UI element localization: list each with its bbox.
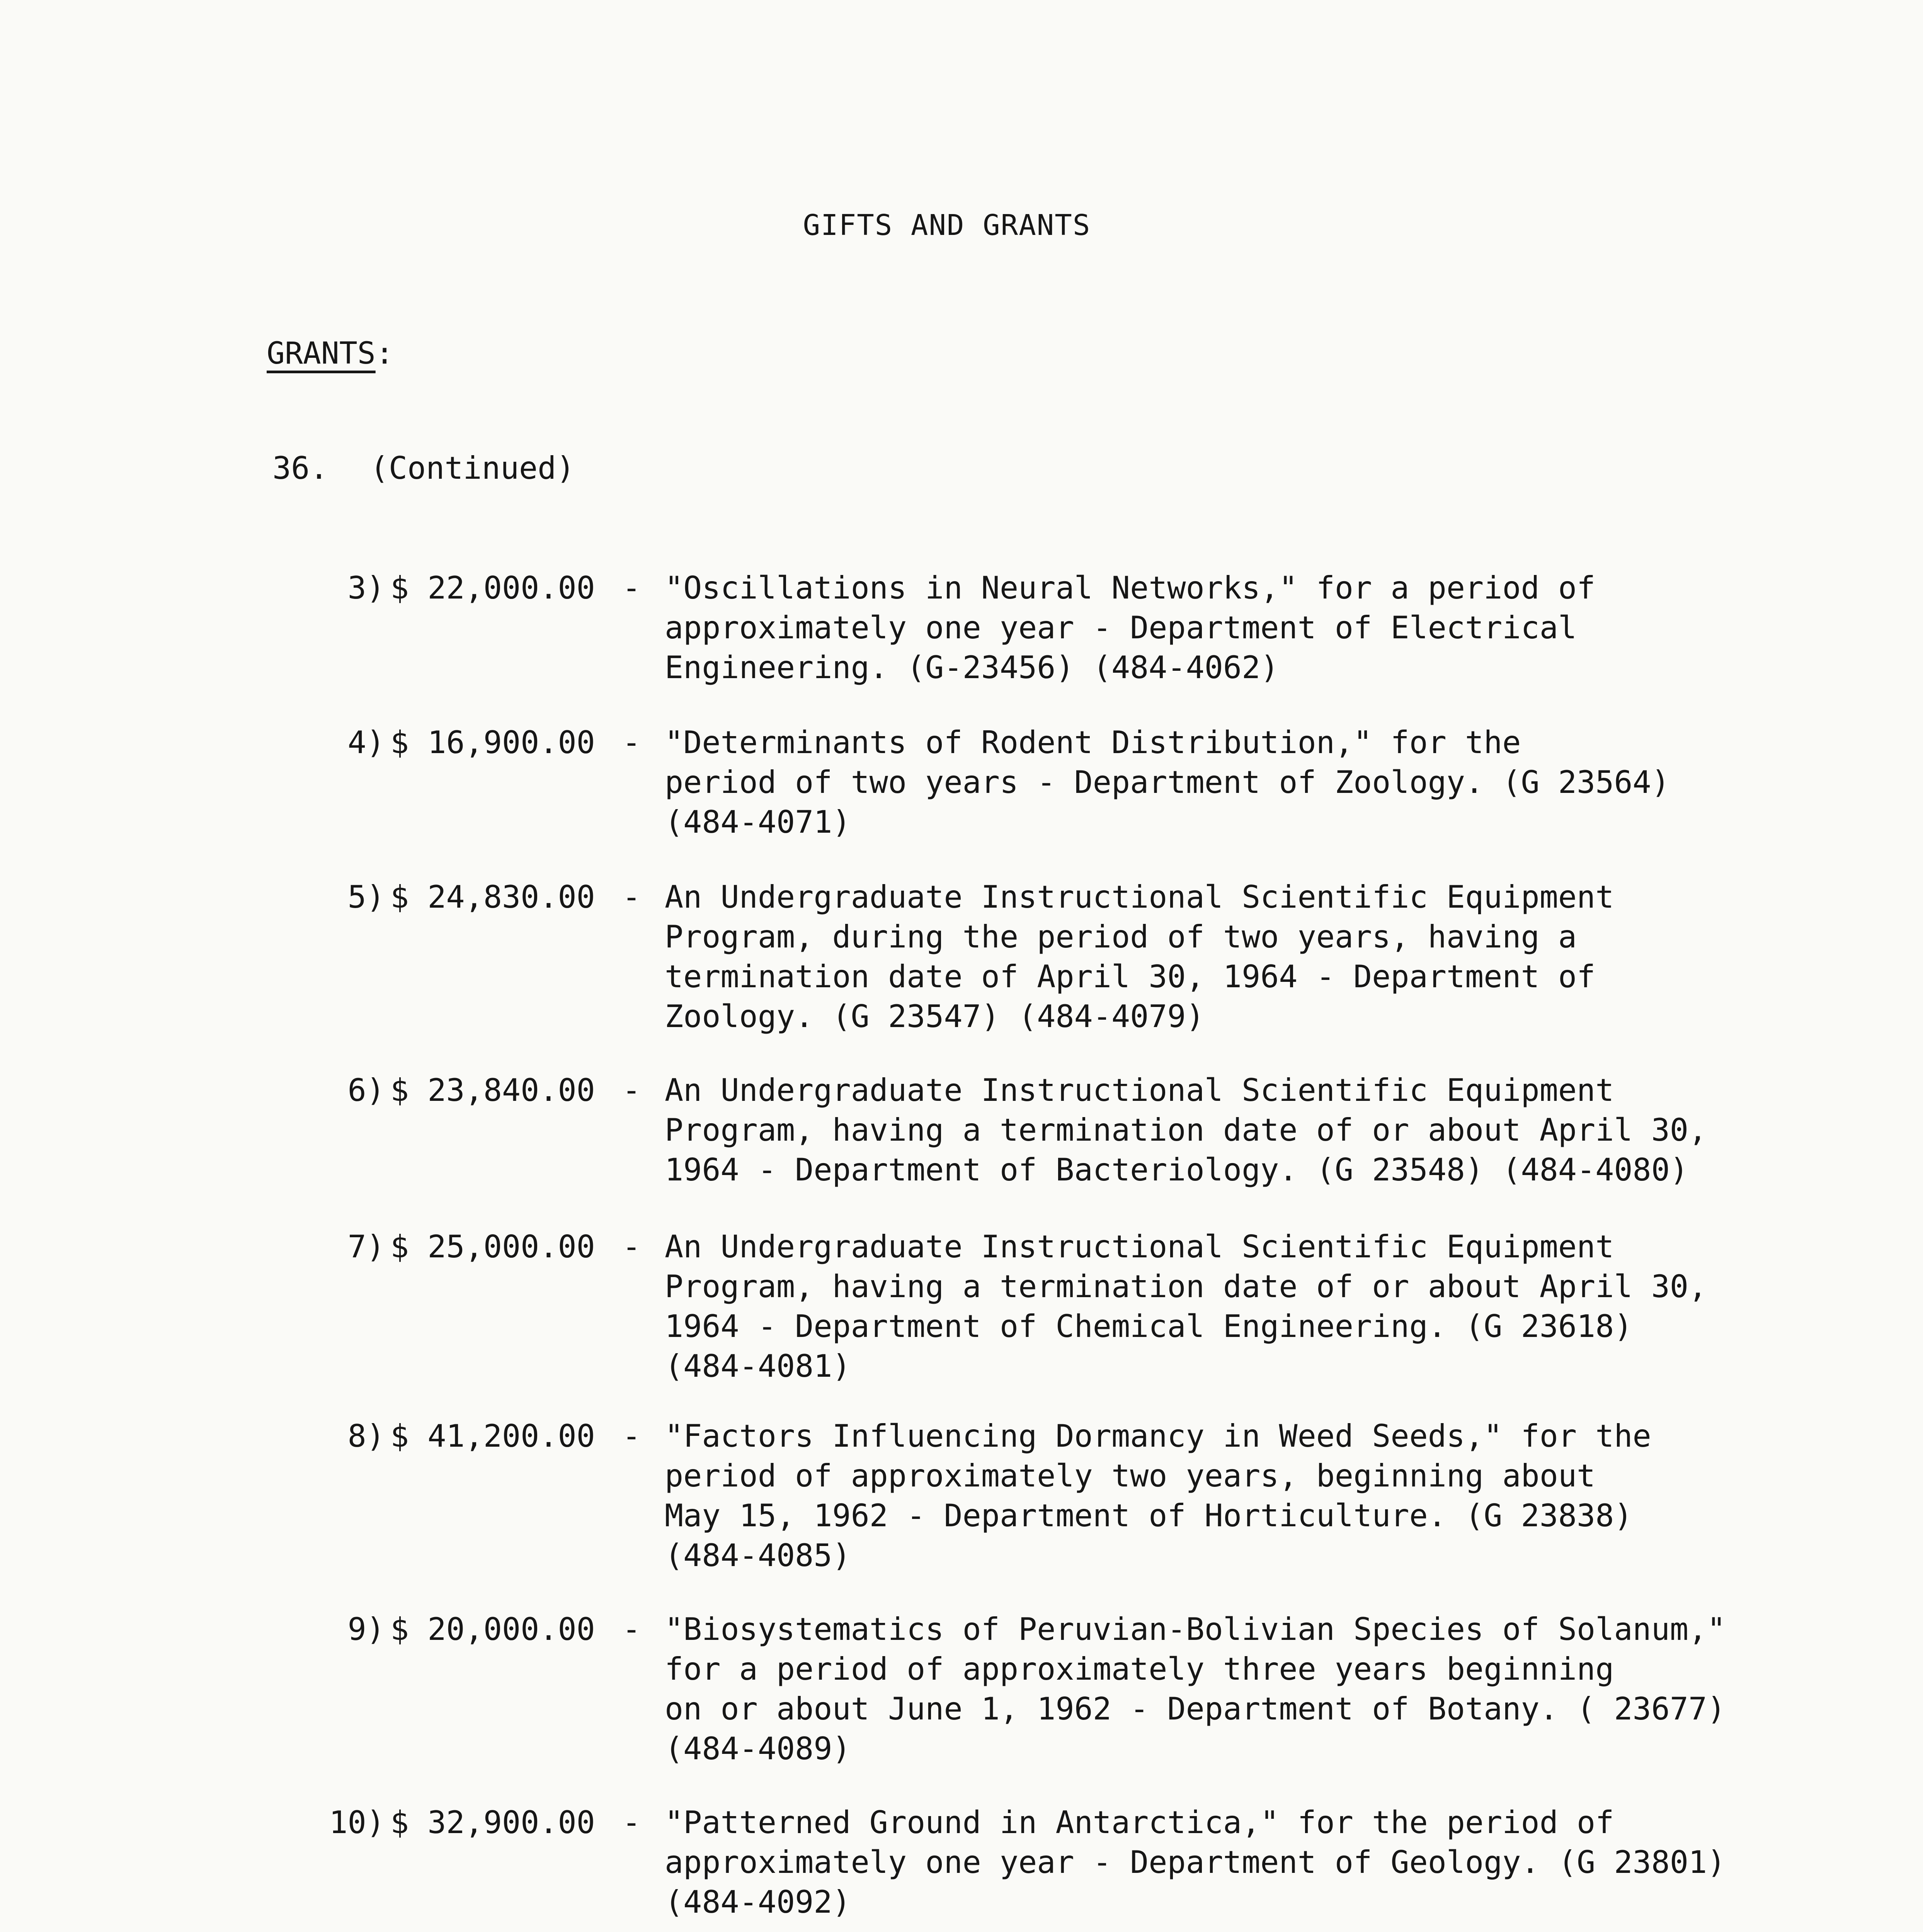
grant-index: 6) xyxy=(347,1072,385,1108)
grant-description: "Patterned Ground in Antarctica," for the period of approximately one year - Department of Geology. (G 23801) (484-4092) xyxy=(665,1804,1726,1920)
section-label: GRANTS xyxy=(267,336,376,371)
grant-description: An Undergraduate Instructional Scientific Equipment Program, having a termination date of or about April 30, 1964 - Department of Bacteriology. (G 23548) (484-4080) xyxy=(665,1072,1707,1188)
grant-index: 8) xyxy=(347,1418,385,1454)
grant-amount: $ 23,840.00 xyxy=(390,1072,595,1108)
grant-description: An Undergraduate Instructional Scientific Equipment Program, having a termination date of or about April 30, 1964 - Department of Chemical Engineering. (G 23618) (484-4081) xyxy=(665,1229,1707,1384)
grant-amount: $ 22,000.00 xyxy=(390,570,595,606)
grant-dash: - xyxy=(622,879,641,915)
grant-amount: $ 20,000.00 xyxy=(390,1611,595,1647)
grant-index: 4) xyxy=(347,724,385,760)
grant-description: "Determinants of Rodent Distribution," for the period of two years - Department of Zoology. (G 23564) (484-4071) xyxy=(665,724,1670,840)
grant-index: 10) xyxy=(329,1804,385,1840)
grant-description: "Oscillations in Neural Networks," for a period of approximately one year - Department of Electrical Engineering. (G-23456) (484-4062) xyxy=(665,570,1596,685)
page-title: GIFTS AND GRANTS xyxy=(803,209,1091,242)
continued-number: 36. xyxy=(272,450,328,486)
grant-amount: $ 25,000.00 xyxy=(390,1229,595,1265)
grant-dash: - xyxy=(622,1611,641,1647)
grant-amount: $ 32,900.00 xyxy=(390,1804,595,1840)
grant-amount: $ 41,200.00 xyxy=(390,1418,595,1454)
section-colon: : xyxy=(375,336,394,371)
grant-dash: - xyxy=(622,1418,641,1454)
continued-heading xyxy=(272,450,575,486)
grant-index: 7) xyxy=(347,1229,385,1265)
grant-dash: - xyxy=(622,570,641,606)
grant-index: 9) xyxy=(347,1611,385,1647)
grant-index: 5) xyxy=(347,879,385,915)
grant-dash: - xyxy=(622,1804,641,1840)
grant-dash: - xyxy=(622,1072,641,1108)
grant-amount: $ 24,830.00 xyxy=(390,879,595,915)
grant-description: "Biosystematics of Peruvian-Bolivian Species of Solanum," for a period of approximately three years beginning on or about June 1, 1962 - Department of Botany. ( 23677) (484-4089) xyxy=(665,1611,1726,1767)
grant-dash: - xyxy=(622,724,641,760)
section-heading xyxy=(267,336,394,371)
grant-description: An Undergraduate Instructional Scientific Equipment Program, during the period of two years, having a termination date of April 30, 1964 - Department of Zoology. (G 23547) (484-4079) xyxy=(665,879,1614,1034)
grant-amount: $ 16,900.00 xyxy=(390,724,595,760)
continued-label: (Continued) xyxy=(370,450,575,486)
grant-description: "Factors Influencing Dormancy in Weed Seeds," for the period of approximately two years, beginning about May 15, 1962 - Department of Horticulture. (G 23838) (484-4085) xyxy=(665,1418,1651,1573)
grant-index: 3) xyxy=(347,570,385,606)
grant-dash: - xyxy=(622,1229,641,1265)
